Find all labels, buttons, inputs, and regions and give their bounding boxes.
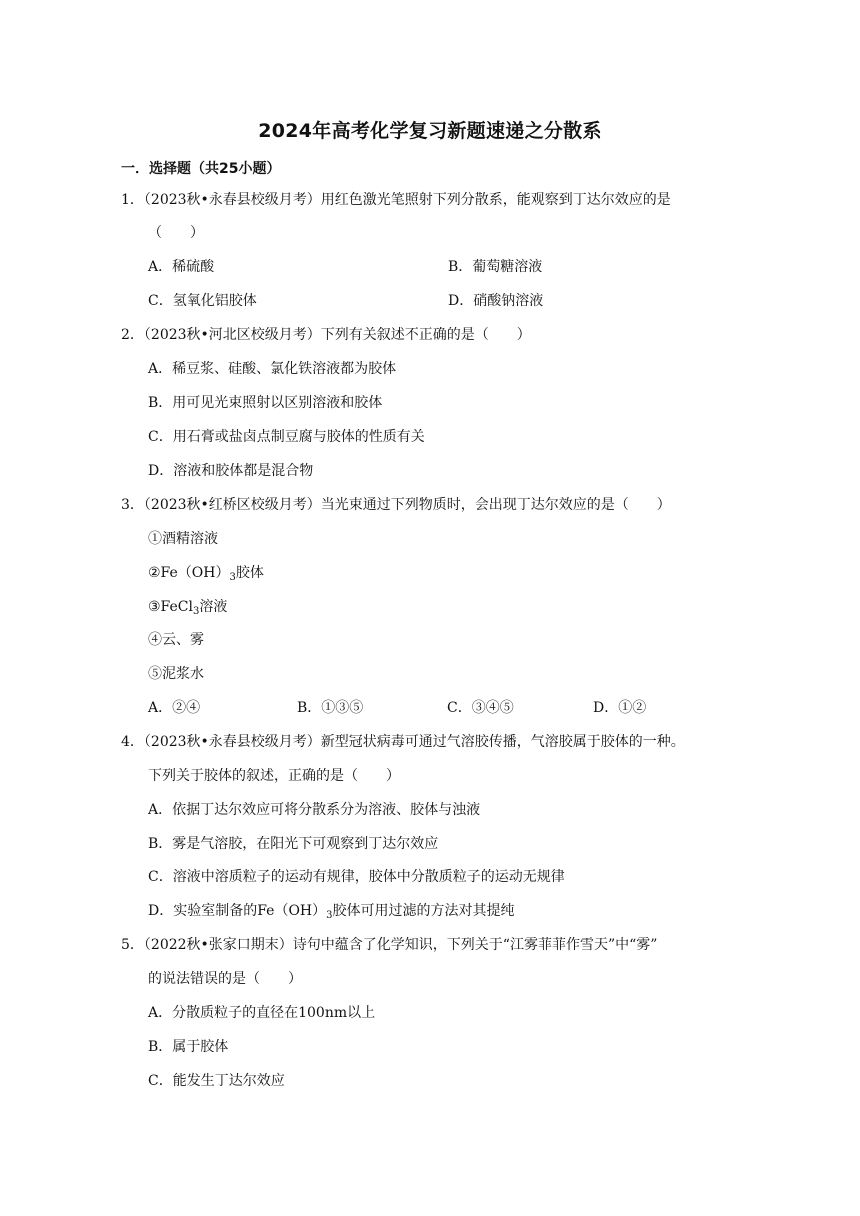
- question-3-stem: 3．（2023秋•红桥区校级月考）当光束通过下列物质时，会出现丁达尔效应的是（ ）: [121, 497, 671, 513]
- question-3-item-3: [148, 598, 227, 621]
- question-4-option-b: B．雾是气溶胶，在阳光下可观察到丁达尔效应: [148, 836, 439, 852]
- question-2-option-d: D．溶液和胶体都是混合物: [148, 463, 314, 479]
- item-3-text-end: 溶液: [199, 599, 228, 615]
- question-1-option-c: C．氢氧化铝胶体: [148, 293, 257, 309]
- item-2-text: ②Fe（OH）: [148, 565, 230, 581]
- question-3-option-c: C．③④⑤: [447, 700, 514, 716]
- question-4-option-a: A．依据丁达尔效应可将分散系分为溶液、胶体与浊液: [148, 802, 481, 818]
- question-2-option-a: A．稀豆浆、硅酸、氯化铁溶液都为胶体: [148, 361, 397, 377]
- subscript: 3: [326, 910, 333, 921]
- question-1-option-a: A．稀硫酸: [148, 259, 215, 275]
- question-5-option-c: C．能发生丁达尔效应: [148, 1073, 285, 1089]
- question-4-stem: 4．（2023秋•永春县校级月考）新型冠状病毒可通过气溶胶传播，气溶胶属于胶体的一种。: [121, 734, 685, 750]
- question-2-option-c: C．用石膏或盐卤点制豆腐与胶体的性质有关: [148, 429, 425, 445]
- question-1-option-d: D．硝酸钠溶液: [448, 293, 544, 309]
- option-d-text: D．实验室制备的Fe（OH）: [148, 903, 327, 919]
- subscript: 3: [192, 606, 200, 617]
- page-title: 2024年高考化学复习新题速递之分散系: [258, 120, 602, 142]
- question-1-stem-cont: （ ）: [148, 225, 204, 241]
- question-2-option-b: B．用可见光束照射以区别溶液和胶体: [148, 395, 383, 411]
- question-3-option-a: A．②④: [148, 700, 201, 716]
- question-3-option-b: B．①③⑤: [297, 700, 364, 716]
- question-5-stem-cont: 的说法错误的是（ ）: [148, 971, 302, 987]
- question-1-option-b: B．葡萄糖溶液: [448, 259, 543, 275]
- item-2-text-end: 胶体: [235, 565, 264, 581]
- section-heading: 一．选择题（共25小题）: [121, 161, 281, 177]
- question-1-stem: 1．（2023秋•永春县校级月考）用红色激光笔照射下列分散系，能观察到丁达尔效应的是: [121, 192, 671, 208]
- question-3-item-1: ①酒精溶液: [148, 531, 218, 547]
- question-3-item-5: ⑤泥浆水: [148, 666, 204, 682]
- item-3-text: ③FeCl: [148, 599, 193, 615]
- question-2-stem: 2．（2023秋•河北区校级月考）下列有关叙述不正确的是（ ）: [121, 327, 531, 343]
- question-5-option-b: B．属于胶体: [148, 1039, 229, 1055]
- question-3-item-2: [148, 564, 264, 587]
- subscript: 3: [229, 572, 236, 583]
- question-3-item-4: ④云、雾: [148, 632, 204, 648]
- question-4-stem-cont: 下列关于胶体的叙述，正确的是（ ）: [148, 768, 400, 784]
- question-5-option-a: A．分散质粒子的直径在100nm以上: [148, 1005, 376, 1021]
- question-4-option-c: C．溶液中溶质粒子的运动有规律，胶体中分散质粒子的运动无规律: [148, 869, 565, 885]
- question-4-option-d: [148, 902, 515, 925]
- question-3-option-d: D．①②: [593, 700, 647, 716]
- option-d-text-end: 胶体可用过滤的方法对其提纯: [332, 903, 515, 919]
- question-5-stem: 5．（2022秋•张家口期末）诗句中蕴含了化学知识，下列关于“江雾菲菲作雪天”中“雾”: [121, 937, 658, 953]
